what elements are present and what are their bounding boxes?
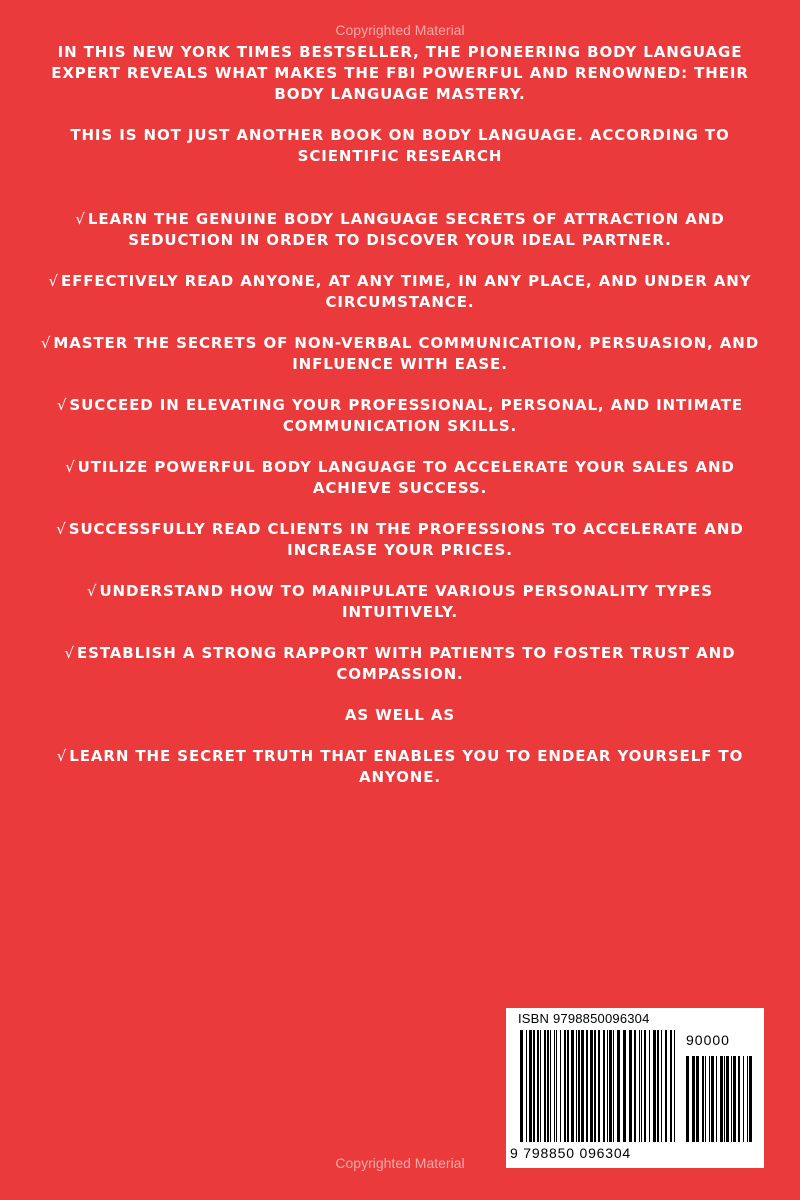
barcode-image xyxy=(506,1008,764,1168)
barcode-bar xyxy=(634,1030,636,1142)
final-bullet-item xyxy=(40,746,760,788)
bullet-text: ESTABLISH A STRONG RAPPORT WITH PATIENTS TO FOSTER TRUST AND COMPASSION. xyxy=(76,644,736,683)
bullet-item xyxy=(40,209,760,251)
barcode-bar xyxy=(696,1056,699,1142)
bullet-item xyxy=(40,333,760,375)
barcode-bar xyxy=(629,1030,632,1142)
isbn-label: ISBN 9798850096304 xyxy=(518,1011,650,1026)
barcode-bar xyxy=(657,1030,659,1142)
bullet-item xyxy=(40,271,760,313)
barcode-bar xyxy=(692,1056,695,1142)
barcode-bar xyxy=(581,1030,584,1142)
barcode-bar xyxy=(670,1030,672,1142)
bullet-text: MASTER THE SECRETS OF NON-VERBAL COMMUNICATION, PERSUASION, AND INFLUENCE WITH EASE. xyxy=(53,334,760,373)
barcode-bar xyxy=(674,1030,675,1142)
barcode-bar xyxy=(709,1056,710,1142)
barcode-bar xyxy=(649,1030,650,1142)
check-icon: √ xyxy=(56,520,67,538)
bullet-item xyxy=(40,395,760,437)
barcode-bar xyxy=(747,1056,748,1142)
barcode-bar xyxy=(564,1030,566,1142)
check-icon: √ xyxy=(65,458,76,476)
check-icon: √ xyxy=(87,582,98,600)
barcode-bar xyxy=(560,1030,561,1142)
check-icon: √ xyxy=(56,396,68,414)
barcode-bar xyxy=(550,1030,551,1142)
bullet-text: EFFECTIVELY READ ANYONE, AT ANY TIME, IN ANY PLACE, AND UNDER ANY CIRCUMSTANCE. xyxy=(60,272,752,311)
barcode-bar xyxy=(738,1056,740,1142)
barcode-bar xyxy=(533,1030,535,1142)
barcode-bar xyxy=(603,1030,605,1142)
barcode-bar xyxy=(733,1056,736,1142)
barcode-bar xyxy=(705,1056,706,1142)
bullet-item xyxy=(40,457,760,499)
barcode-bar xyxy=(716,1056,717,1142)
check-icon: √ xyxy=(75,210,86,228)
barcode-bar xyxy=(726,1056,729,1142)
barcode-bar xyxy=(529,1030,532,1142)
back-cover-text xyxy=(40,42,760,788)
barcode-bar xyxy=(665,1030,667,1142)
barcode-bar xyxy=(594,1030,596,1142)
barcode-bar xyxy=(578,1030,580,1142)
barcode-bar xyxy=(743,1056,744,1142)
as-well-as-heading: AS WELL AS xyxy=(344,706,456,724)
intro-paragraph-1: IN THIS NEW YORK TIMES BESTSELLER, THE PIONEERING BODY LANGUAGE EXPERT REVEALS WHAT MAKES THE FBI POWERFUL AND RENOWNED: THEIR BODY LANGUAGE MASTERY. xyxy=(51,43,749,103)
barcode-bar xyxy=(598,1030,600,1142)
barcode-bar xyxy=(623,1030,626,1142)
barcode-bar xyxy=(644,1030,646,1142)
watermark-bottom: Copyrighted Material xyxy=(335,1155,465,1171)
isbn-digits: 9 798850 096304 xyxy=(510,1145,631,1161)
barcode-bar xyxy=(731,1056,732,1142)
bullet-text: LEARN THE GENUINE BODY LANGUAGE SECRETS OF ATTRACTION AND SEDUCTION IN ORDER TO DISCOVER YOUR IDEAL PARTNER. xyxy=(87,210,725,249)
barcode-bar xyxy=(576,1030,577,1142)
barcode-bar xyxy=(520,1030,523,1142)
barcode-bar xyxy=(653,1030,656,1142)
barcode-bar xyxy=(724,1056,725,1142)
bullet-item xyxy=(40,643,760,685)
bullet-item xyxy=(40,519,760,561)
barcode-bar xyxy=(544,1030,546,1142)
check-icon: √ xyxy=(48,272,59,290)
barcode-bar xyxy=(661,1030,662,1142)
barcode-bar xyxy=(556,1030,557,1142)
barcode-bar xyxy=(641,1030,642,1142)
barcode-bar xyxy=(607,1030,608,1142)
check-icon: √ xyxy=(64,644,75,662)
barcode-bar xyxy=(720,1056,723,1142)
barcode-bar xyxy=(571,1030,574,1142)
bullet-text: SUCCESSFULLY READ CLIENTS IN THE PROFESSIONS TO ACCELERATE AND INCREASE YOUR PRICES. xyxy=(68,520,744,559)
barcode-bar xyxy=(686,1056,689,1142)
barcode-bar xyxy=(554,1030,555,1142)
barcode-bar xyxy=(547,1030,549,1142)
bullet-item xyxy=(40,581,760,623)
barcode-bar xyxy=(749,1056,752,1142)
bullet-text: LEARN THE SECRET TRUTH THAT ENABLES YOU TO ENDEAR YOURSELF TO ANYONE. xyxy=(69,747,744,786)
barcode-bar xyxy=(590,1030,593,1142)
barcode-bar xyxy=(540,1030,541,1142)
barcode-bar xyxy=(711,1056,714,1142)
watermark-top: Copyrighted Material xyxy=(335,22,465,38)
barcode-bar xyxy=(567,1030,569,1142)
price-code: 90000 xyxy=(686,1032,730,1048)
barcode-bar xyxy=(639,1030,640,1142)
barcode-bar xyxy=(526,1030,527,1142)
barcode-bar xyxy=(613,1030,614,1142)
barcode-bar xyxy=(537,1030,539,1142)
barcode-bar xyxy=(609,1030,612,1142)
intro-paragraph-2: THIS IS NOT JUST ANOTHER BOOK ON BODY LANGUAGE. ACCORDING TO SCIENTIFIC RESEARCH xyxy=(70,126,730,165)
check-icon: √ xyxy=(56,747,68,765)
bullet-text: UTILIZE POWERFUL BODY LANGUAGE TO ACCELERATE YOUR SALES AND ACHIEVE SUCCESS. xyxy=(77,458,735,497)
barcode-bar xyxy=(617,1030,620,1142)
bullet-text: SUCCEED IN ELEVATING YOUR PROFESSIONAL, PERSONAL, AND INTIMATE COMMUNICATION SKILLS. xyxy=(69,396,744,435)
barcode-bar xyxy=(702,1056,704,1142)
check-icon: √ xyxy=(40,334,52,352)
barcode-bar xyxy=(586,1030,588,1142)
isbn-barcode-box xyxy=(506,1008,764,1168)
bullet-text: UNDERSTAND HOW TO MANIPULATE VARIOUS PERSONALITY TYPES INTUITIVELY. xyxy=(99,582,713,621)
